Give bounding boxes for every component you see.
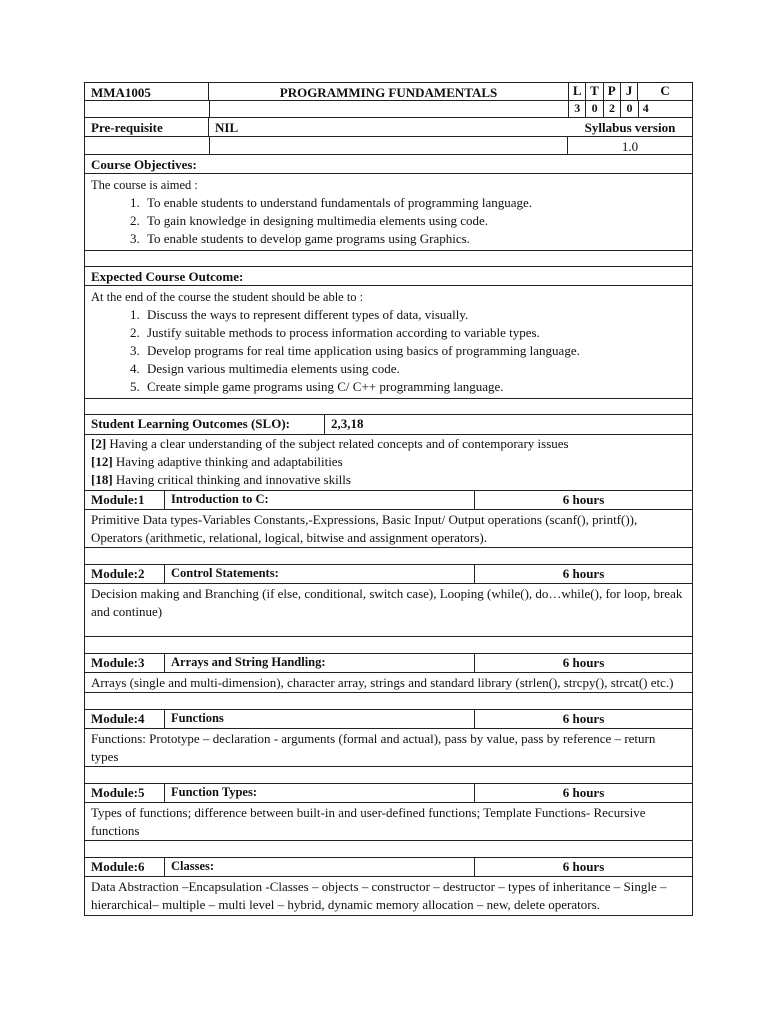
syllabus-version-label: Syllabus version [584,120,676,135]
outcomes-heading-row [84,267,693,286]
ltpjc-value: 2 [603,101,620,117]
ltpjc-value: 4 [638,101,692,117]
ltpjc-value: 0 [585,101,602,117]
slo-number: [2] [91,436,107,451]
course-title: PROGRAMMING FUNDAMENTALS [279,85,498,100]
objectives-heading-row [84,155,693,174]
slo-heading-row [84,415,693,435]
module-hours: 6 hours [562,492,605,507]
ltpjc-values-row [84,101,693,118]
module-header-row [84,491,693,510]
slo-number: [12] [91,454,113,469]
slo-text: Having critical thinking and innovative skills [115,472,351,487]
module-title: Control Statements: [165,565,475,583]
module-label: Module:1 [85,491,165,509]
slo-content-row [84,435,693,491]
list-item: 3. Develop programs for real time application using basics of programming language. [143,342,686,360]
ltpjc-label: L [568,83,585,100]
module-content: Arrays (single and multi-dimension), character array, strings and standard library (strlen(), strcpy(), strcat() etc.) [91,675,674,690]
module-hours: 6 hours [562,566,605,581]
module-header-row [84,784,693,803]
ltpjc-labels [568,83,692,100]
module-title: Functions [165,710,475,728]
objectives-list [91,194,686,248]
module-content-row [84,729,693,767]
syllabus-version-value: 1.0 [621,139,639,154]
syllabus-version-row [84,137,693,155]
outcomes-intro: At the end of the course the student should be able to : [91,290,364,304]
spacer-row [84,693,693,710]
module-label: Module:5 [85,784,165,802]
module-hours: 6 hours [562,711,605,726]
module-label: Module:6 [85,858,165,876]
outcomes-heading: Expected Course Outcome: [91,269,244,284]
spacer-row [84,637,693,654]
spacer-row [84,251,693,267]
objectives-heading: Course Objectives: [91,157,197,172]
outcomes-content [85,286,692,398]
ltpjc-label: C [637,83,692,100]
ltpjc-label: T [585,83,602,100]
module-header-row [84,565,693,584]
module-content: Types of functions; difference between built-in and user-defined functions; Template Functions- Recursive functions [91,805,646,838]
slo-text: Having adaptive thinking and adaptabilities [115,454,343,469]
prerequisite-label: Pre-requisite [85,118,209,136]
syllabus-table [84,82,693,916]
slo-value: 2,3,18 [331,416,364,431]
slo-text: Having a clear understanding of the subject related concepts and of contemporary issues [109,436,569,451]
header-row [84,82,693,101]
slo-label: Student Learning Outcomes (SLO): [85,415,325,434]
list-item: 1. Discuss the ways to represent different types of data, visually. [143,306,686,324]
module-title: Introduction to C: [165,491,475,509]
slo-item [91,471,686,489]
module-title: Classes: [165,858,475,876]
module-label: Module:3 [85,654,165,672]
module-title: Function Types: [165,784,475,802]
module-label: Module:4 [85,710,165,728]
ltpjc-label: J [620,83,637,100]
outcomes-list [91,306,686,396]
module-content-row [84,803,693,841]
spacer-row [84,767,693,784]
objectives-intro: The course is aimed : [91,178,198,192]
list-item: 5. Create simple game programs using C/ C++ programming language. [143,378,686,396]
slo-item [91,453,686,471]
ltpjc-label: P [603,83,620,100]
list-item: 4. Design various multimedia elements using code. [143,360,686,378]
module-header-row [84,654,693,673]
course-code: MMA1005 [85,83,209,100]
slo-number: [18] [91,472,113,487]
module-content: Primitive Data types-Variables Constants,-Expressions, Basic Input/ Output operations (scanf(), printf()), Operators (arithmetic, relational, logical, bitwise and assignment operators). [91,512,638,545]
prerequisite-row [84,118,693,137]
list-item: 2. Justify suitable methods to process information according to variable types. [143,324,686,342]
module-content: Functions: Prototype – declaration - arguments (formal and actual), pass by value, pass by reference – return types [91,731,656,764]
module-hours: 6 hours [562,785,605,800]
module-content: Data Abstraction –Encapsulation -Classes – objects – constructor – destructor – types of inheritance – Single – hierarchical– multiple – multi level – hybrid, dynamic memory allocation – new, delete operators. [91,879,667,912]
module-header-row [84,710,693,729]
outcomes-content-row [84,286,693,399]
ltpjc-value: 3 [568,101,585,117]
slo-content [85,435,692,490]
module-hours: 6 hours [562,859,605,874]
objectives-content [85,174,692,250]
slo-item [91,435,686,453]
module-content-row [84,510,693,548]
objectives-content-row [84,174,693,251]
ltpjc-values [568,101,692,117]
spacer-row [84,841,693,858]
ltpjc-value: 0 [620,101,637,117]
module-content-row [84,584,693,637]
module-content: Decision making and Branching (if else, conditional, switch case), Looping (while(), do…while(), for loop, break and continue) [91,586,683,619]
spacer-row [84,399,693,415]
module-label: Module:2 [85,565,165,583]
list-item: 1. To enable students to understand fundamentals of programming language. [143,194,686,212]
spacer-row [84,548,693,565]
prerequisite-value: NIL [215,120,239,135]
module-content-row [84,673,693,693]
list-item: 3. To enable students to develop game programs using Graphics. [143,230,686,248]
list-item: 2. To gain knowledge in designing multimedia elements using code. [143,212,686,230]
module-header-row [84,858,693,877]
module-title: Arrays and String Handling: [165,654,475,672]
module-hours: 6 hours [562,655,605,670]
module-content-row [84,877,693,916]
